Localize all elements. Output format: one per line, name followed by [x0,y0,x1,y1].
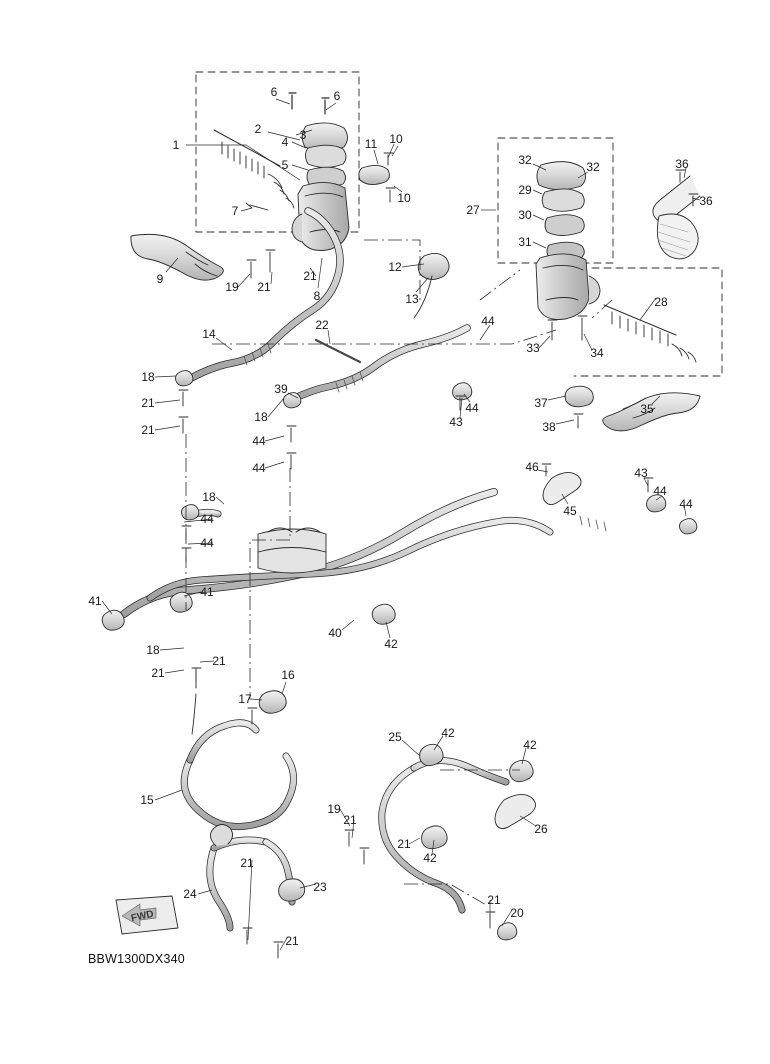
callout-15: 15 [140,793,154,807]
callout-21-j: 21 [397,837,411,851]
callout-18-a: 18 [141,370,155,384]
callout-44-e: 44 [200,512,214,526]
callout-46: 46 [525,460,539,474]
callout-30: 30 [518,208,532,222]
callout-39: 39 [274,382,288,396]
callout-25: 25 [388,730,402,744]
callout-36-a: 36 [675,157,689,171]
callout-34: 34 [590,346,604,360]
callout-21-f: 21 [212,654,226,668]
callout-10-a: 10 [389,132,403,146]
callout-44-g: 44 [653,484,667,498]
callout-44-b: 44 [465,401,479,415]
callout-41-b: 41 [200,585,214,599]
callout-44-a: 44 [481,314,495,328]
callout-35: 35 [640,402,654,416]
callout-36-b: 36 [699,194,713,208]
callout-43-b: 43 [634,466,648,480]
callout-3: 3 [299,128,307,142]
callout-17: 17 [238,692,252,706]
callout-5: 5 [281,158,289,172]
callout-21-c: 21 [141,396,155,410]
callout-31: 31 [518,235,532,249]
callout-37: 37 [534,396,548,410]
callout-24: 24 [183,887,197,901]
callout-16: 16 [281,668,295,682]
callout-21-g: 21 [240,856,254,870]
fwd-direction-label: FWD [130,908,155,925]
callout-33: 33 [526,341,540,355]
callout-45: 45 [563,504,577,518]
callout-32-a: 32 [518,153,532,167]
callout-23: 23 [313,880,327,894]
callout-21-b: 21 [303,269,317,283]
callout-21-e: 21 [151,666,165,680]
callout-26: 26 [534,822,548,836]
callout-18-b: 18 [254,410,268,424]
callout-19-b: 19 [327,802,341,816]
callout-1: 1 [172,138,180,152]
callout-2: 2 [254,122,262,136]
callout-42-c: 42 [523,738,537,752]
callout-13: 13 [405,292,419,306]
callout-18-d: 18 [146,643,160,657]
callout-42-b: 42 [441,726,455,740]
callout-6-a: 6 [270,85,278,99]
callout-21-i: 21 [343,813,357,827]
callout-21-a: 21 [257,280,271,294]
callout-19-a: 19 [225,280,239,294]
callout-21-d: 21 [141,423,155,437]
callout-44-h: 44 [679,497,693,511]
callout-14: 14 [202,327,216,341]
callout-28: 28 [654,295,668,309]
callout-43-a: 43 [449,415,463,429]
callout-27: 27 [466,203,480,217]
diagram-part-code: BBW1300DX340 [88,952,185,966]
callout-44-c: 44 [252,434,266,448]
callout-7: 7 [231,204,239,218]
callout-42-a: 42 [384,637,398,651]
callout-8: 8 [313,289,321,303]
callout-44-d: 44 [252,461,266,475]
callout-9: 9 [156,272,164,286]
callout-44-f: 44 [200,536,214,550]
callout-4: 4 [281,135,289,149]
callout-38: 38 [542,420,556,434]
callout-40: 40 [328,626,342,640]
callout-42-d: 42 [423,851,437,865]
callout-29: 29 [518,183,532,197]
callout-21-k: 21 [487,893,501,907]
callout-32-b: 32 [586,160,600,174]
callout-18-c: 18 [202,490,216,504]
callout-12: 12 [388,260,402,274]
callout-10-b: 10 [397,191,411,205]
callout-6-b: 6 [333,89,341,103]
callout-11: 11 [364,137,378,151]
callout-41-a: 41 [88,594,102,608]
callout-21-h: 21 [285,934,299,948]
callout-20: 20 [510,906,524,920]
callout-22: 22 [315,318,329,332]
